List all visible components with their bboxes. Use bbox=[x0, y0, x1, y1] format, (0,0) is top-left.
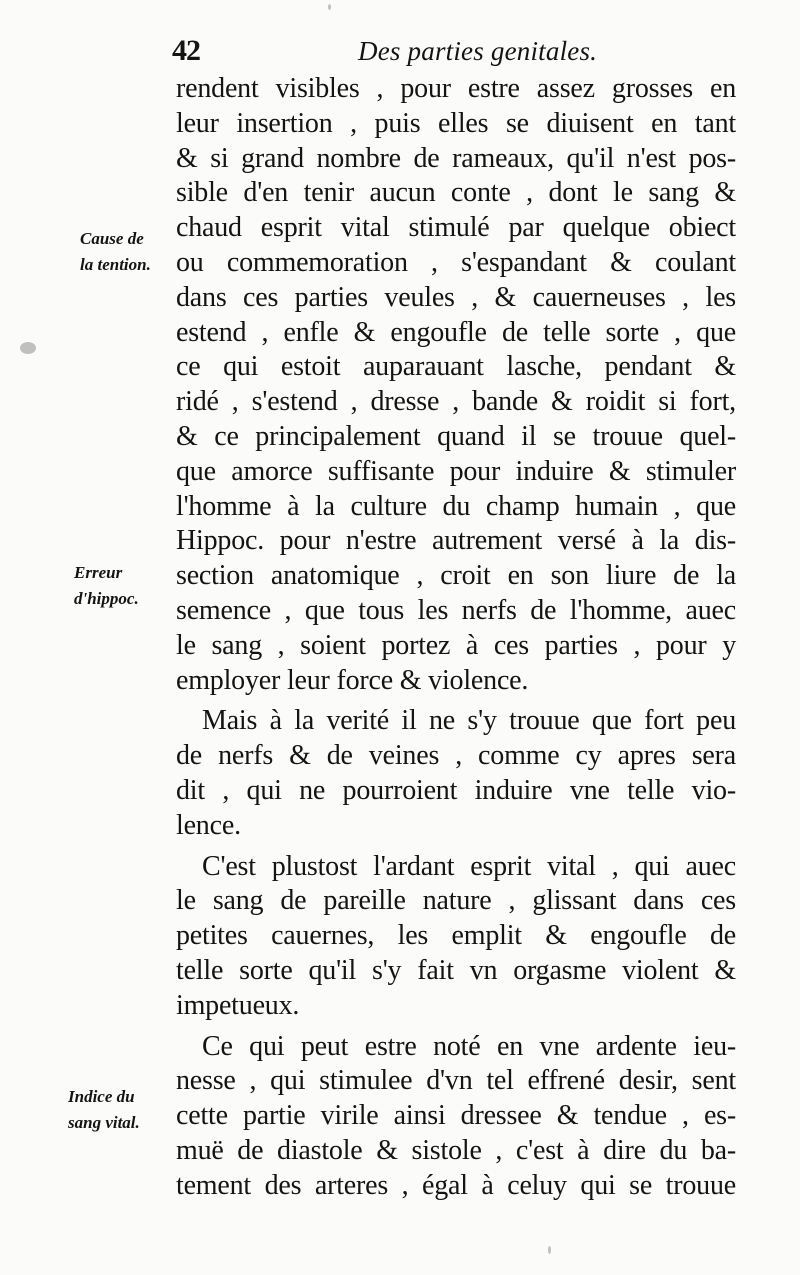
text-line: section anatomique , croit en son liure de la bbox=[176, 560, 736, 592]
margin-note-line: d'hippoc. bbox=[74, 589, 139, 608]
text-line: Mais à la verité il ne s'y trouue que fort peu bbox=[202, 705, 736, 737]
scan-speck bbox=[548, 1246, 551, 1254]
text-line: rendent visibles , pour estre assez grosses en bbox=[176, 73, 736, 104]
margin-note bbox=[68, 1084, 140, 1136]
margin-note bbox=[80, 226, 151, 278]
text-line: Hippoc. pour n'estre autrement versé à la dis- bbox=[176, 525, 736, 557]
margin-note-line: Cause de bbox=[80, 229, 144, 248]
text-line: C'est plustost l'ardant esprit vital , qui auec bbox=[202, 850, 736, 882]
text-line: ou commemoration , s'espandant & coulant bbox=[176, 246, 736, 278]
margin-note-line: Erreur bbox=[74, 563, 123, 582]
text-line: tement des arteres , égal à celuy qui se trouue bbox=[176, 1169, 736, 1201]
page-header bbox=[172, 34, 742, 74]
text-line: de nerfs & de veines , comme cy apres sera bbox=[176, 740, 736, 772]
margin-note-line: Indice du bbox=[68, 1087, 135, 1106]
margin-note bbox=[74, 560, 139, 612]
page-number: 42 bbox=[172, 34, 200, 67]
text-line: cette partie virile ainsi dressee & tendue , es- bbox=[176, 1100, 736, 1132]
running-head: Des parties genitales. bbox=[358, 36, 598, 66]
scan-speck bbox=[20, 342, 36, 354]
text-line: le sang , soient portez à ces parties , pour y bbox=[176, 629, 736, 661]
text-line: Ce qui peut estre noté en vne ardente ieu- bbox=[202, 1030, 736, 1062]
text-line: & si grand nombre de rameaux, qu'il n'est pos- bbox=[176, 142, 736, 174]
margin-note-line: la tention. bbox=[80, 255, 151, 274]
text-line: estend , enfle & engoufle de telle sorte , que bbox=[176, 316, 736, 348]
scan-speck bbox=[328, 4, 331, 10]
text-line: chaud esprit vital stimulé par quelque obiect bbox=[176, 212, 736, 244]
text-line: & ce principalement quand il se trouue quel- bbox=[176, 420, 736, 452]
text-line: l'homme à la culture du champ humain , que bbox=[176, 490, 736, 522]
text-line: petites cauernes, les emplit & engoufle de bbox=[176, 920, 736, 952]
text-line: leur insertion , puis elles se diuisent en tant bbox=[176, 107, 736, 139]
text-line: dit , qui ne pourroient induire vne telle vio- bbox=[176, 774, 736, 806]
text-line: que amorce suffisante pour induire & stimuler bbox=[176, 455, 736, 487]
text-line: le sang de pareille nature , glissant dans ces bbox=[176, 885, 736, 917]
body-text bbox=[176, 72, 736, 1204]
text-line: ce qui estoit auparauant lasche, pendant & bbox=[176, 351, 736, 383]
text-line: muë de diastole & sistole , c'est à dire du ba- bbox=[176, 1134, 736, 1166]
text-line: dans ces parties veules , & cauerneuses , les bbox=[176, 281, 736, 313]
text-line: employer leur force & violence. bbox=[176, 664, 529, 696]
text-line: ridé , s'estend , dresse , bande & roidit si fort, bbox=[176, 386, 736, 418]
text-line: nesse , qui stimulee d'vn tel effrené desir, sent bbox=[176, 1065, 736, 1097]
margin-note-line: sang vital. bbox=[68, 1113, 140, 1132]
text-line: sible d'en tenir aucun conte , dont le sang & bbox=[176, 177, 736, 209]
text-line: lence. bbox=[176, 809, 241, 841]
text-line: telle sorte qu'il s'y fait vn orgasme violent & bbox=[176, 954, 736, 986]
text-line: semence , que tous les nerfs de l'homme, auec bbox=[176, 594, 736, 626]
text-line: impetueux. bbox=[176, 989, 300, 1021]
